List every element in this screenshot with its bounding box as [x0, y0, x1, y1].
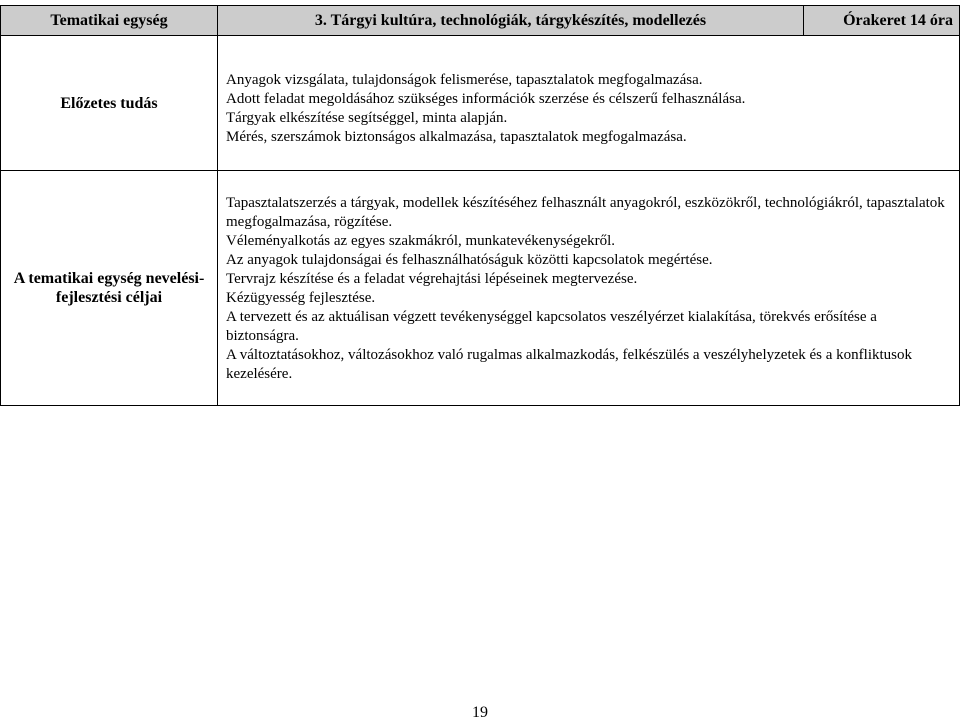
goal-line: Tervrajz készítése és a feladat végrehajtási lépéseinek megtervezése. [226, 271, 638, 287]
prior-knowledge-line: Tárgyak elkészítése segítséggel, minta alapján. [226, 110, 508, 126]
curriculum-table [0, 5, 960, 406]
goals-content [218, 171, 960, 406]
prior-knowledge-line: Anyagok vizsgálata, tulajdonságok felismerése, tapasztalatok megfogalmazása. [226, 72, 703, 88]
prior-knowledge-line: Mérés, szerszámok biztonságos alkalmazása, tapasztalatok megfogalmazása. [226, 129, 687, 145]
hours-budget: Órakeret 14 óra [804, 6, 960, 36]
goal-line: Kézügyesség fejlesztése. [226, 290, 376, 306]
goals-label: A tematikai egység nevelési-fejlesztési céljai [1, 171, 218, 406]
goal-line: Tapasztalatszerzés a tárgyak, modellek készítéséhez felhasznált anyagokról, eszközökről, technológiákról, tapasztalatok megfogalmazása, rögzítése. [226, 195, 945, 230]
prior-knowledge-label: Előzetes tudás [1, 36, 218, 171]
header-row [1, 6, 960, 36]
goals-row [1, 171, 960, 406]
goal-line: A tervezett és az aktuálisan végzett tevékenységgel kapcsolatos veszélyérzet kialakítása, törekvés erősítése a biztonságra. [226, 309, 877, 344]
prior-knowledge-content [218, 36, 960, 171]
goal-line: Véleményalkotás az egyes szakmákról, munkatevékenységekről. [226, 233, 616, 249]
goal-line: Az anyagok tulajdonságai és felhasználhatóságuk közötti kapcsolatok megértése. [226, 252, 713, 268]
goal-line: A változtatásokhoz, változásokhoz való rugalmas alkalmazkodás, felkészülés a veszélyhelyzetek és a konfliktusok kezelésére. [226, 347, 913, 382]
prior-knowledge-row [1, 36, 960, 171]
unit-label: Tematikai egység [1, 6, 218, 36]
unit-title: 3. Tárgyi kultúra, technológiák, tárgykészítés, modellezés [218, 6, 804, 36]
prior-knowledge-line: Adott feladat megoldásához szükséges információk szerzése és célszerű felhasználása. [226, 91, 746, 107]
page-number: 19 [472, 704, 488, 721]
